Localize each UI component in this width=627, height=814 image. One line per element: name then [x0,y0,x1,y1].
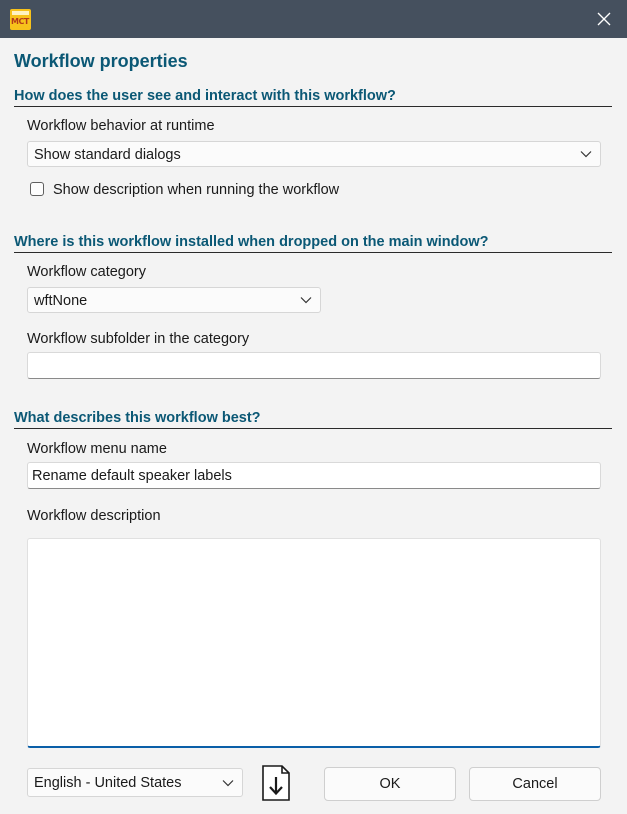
category-dropdown-value: wftNone [34,293,88,309]
category-label: Workflow category [27,264,146,280]
behavior-dropdown-value: Show standard dialogs [34,147,181,163]
section-header-describe: What describes this workflow best? [14,409,612,429]
chevron-down-icon [300,296,312,304]
close-icon [597,12,611,26]
language-dropdown[interactable] [27,768,243,797]
menu-name-input-value: Rename default speaker labels [32,468,232,484]
section-header-runtime: How does the user see and interact with this workflow? [14,87,612,107]
menu-name-input[interactable] [27,462,601,489]
close-button[interactable] [581,0,627,38]
show-description-checkbox[interactable] [30,182,44,196]
menu-name-label: Workflow menu name [27,441,167,457]
show-description-label: Show description when running the workflow [53,182,340,198]
import-download-icon [260,764,292,802]
language-dropdown-value: English - United States [34,775,182,791]
description-label: Workflow description [27,508,161,524]
cancel-button[interactable]: Cancel [469,767,601,801]
page-title: Workflow properties [14,51,188,71]
description-textarea[interactable] [27,538,601,748]
import-button[interactable] [260,764,292,802]
subfolder-label: Workflow subfolder in the category [27,331,250,347]
chevron-down-icon [222,779,234,787]
behavior-label: Workflow behavior at runtime [27,118,215,134]
category-dropdown[interactable] [27,287,321,313]
app-logo-icon: MCT [10,9,31,30]
dialog-content [0,38,627,814]
ok-button[interactable]: OK [324,767,456,801]
subfolder-input[interactable] [27,352,601,379]
section-header-install: Where is this workflow installed when dropped on the main window? [14,233,612,253]
chevron-down-icon [580,150,592,158]
behavior-dropdown[interactable] [27,141,601,167]
title-bar[interactable] [0,0,627,38]
